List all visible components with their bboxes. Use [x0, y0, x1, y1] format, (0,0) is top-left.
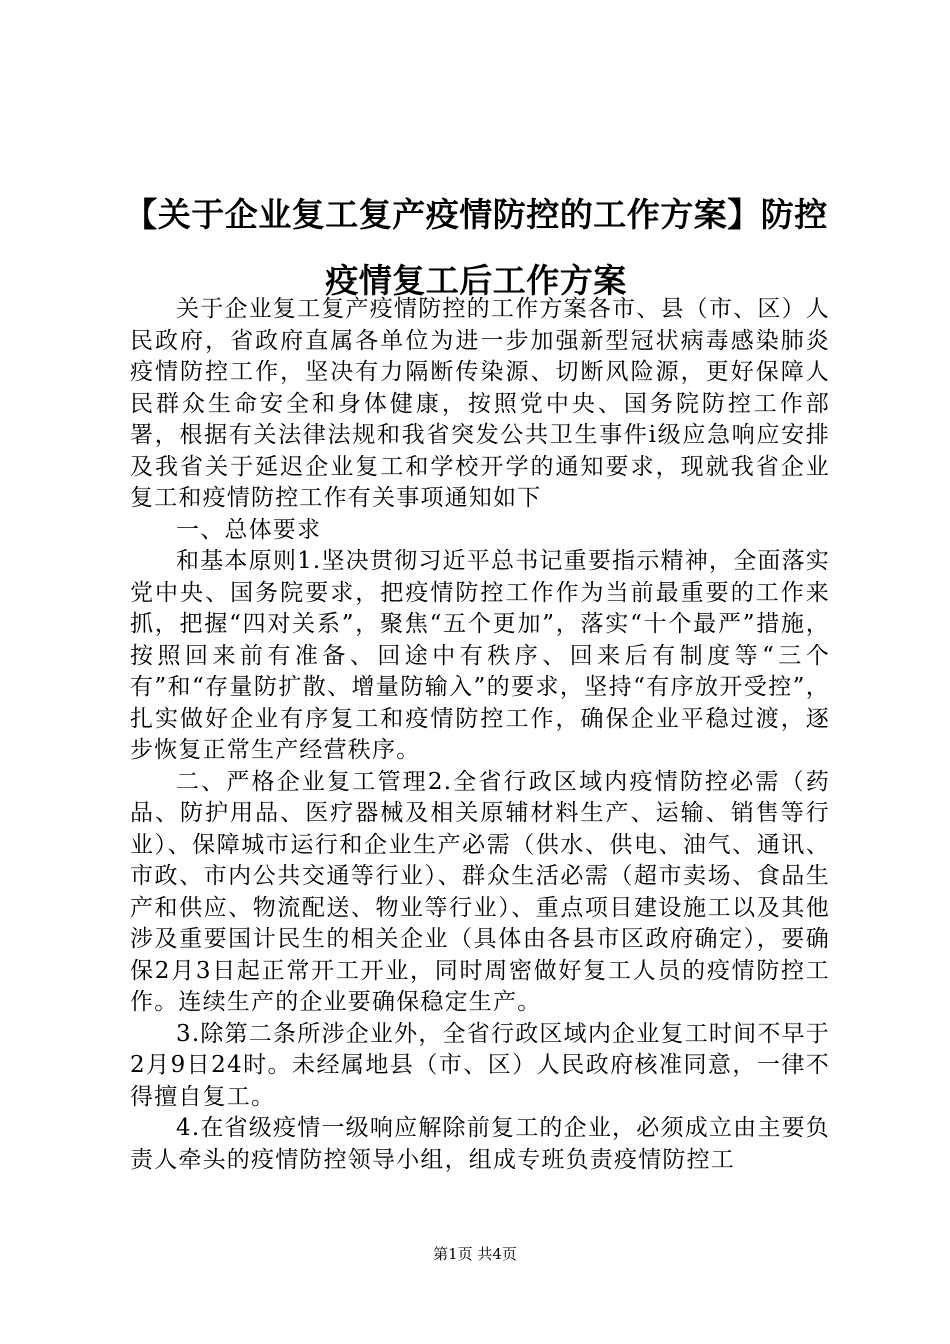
page-footer: 第1页 共4页 [433, 1245, 517, 1263]
paragraph-item-3: 3.除第二条所涉企业外，全省行政区域内企业复工时间不早于2月9日24时。未经属地县（市、区）人民政府核准同意，一律不得擅自复工。 [130, 1020, 830, 1110]
document-body [130, 294, 830, 1176]
paragraph-principles: 和基本原则1.坚决贯彻习近平总书记重要指示精神，全面落实党中央、国务院要求，把疫情防控工作作为当前最重要的工作来抓，把握“四对关系”，聚焦“五个更加”，落实“十个最严”措施，按照回来前有准备、回途中有秩序、回来后有制度等“三个有”和“存量防扩散、增量防输入”的要求，坚持“有序放开受控”，扎实做好企业有序复工和疫情防控工作，确保企业平稳过渡，逐步恢复正常生产经营秩序。 [130, 548, 830, 763]
paragraph-intro: 关于企业复工复产疫情防控的工作方案各市、县（市、区）人民政府，省政府直属各单位为进一步加强新型冠状病毒感染肺炎疫情防控工作，坚决有力隔断传染源、切断风险源，更好保障人民群众生命安全和身体健康，按照党中央、国务院防控工作部署，根据有关法律法规和我省突发公共卫生事件ⅰ级应急响应安排及我省关于延迟企业复工和学校开学的通知要求，现就我省企业复工和疫情防控工作有关事项通知如下 [130, 296, 830, 511]
page-title: 【关于企业复工复产疫情防控的工作方案】防控疫情复工后工作方案 [124, 195, 828, 300]
heading-general-requirements: 一、总体要求 [176, 516, 322, 543]
paragraph-resumption-management: 二、严格企业复工管理2.全省行政区域内疫情防控必需（药品、防护用品、医疗器械及相关原辅材料生产、运输、销售等行业）、保障城市运行和企业生产必需（供水、供电、油气、通讯、市政、市内公共交通等行业）、群众生活必需（超市卖场、食品生产和供应、物流配送、物业等行业）、重点项目建设施工以及其他涉及重要国计民生的相关企业（具体由各县市区政府确定），要确保2月3日起正常开工开业，同时周密做好复工人员的疫情防控工作。连续生产的企业要确保稳定生产。 [130, 768, 830, 1015]
paragraph-item-4: 4.在省级疫情一级响应解除前复工的企业，必须成立由主要负责人牵头的疫情防控领导小组，组成专班负责疫情防控工 [130, 1115, 830, 1173]
